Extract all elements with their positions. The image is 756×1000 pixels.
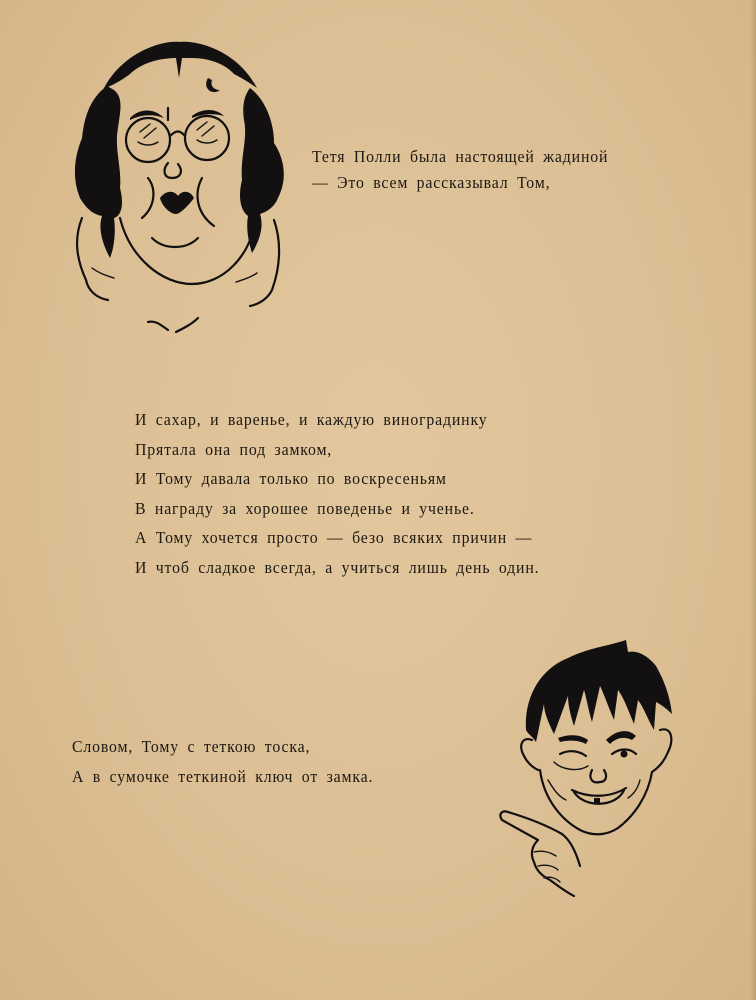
outro-line: А в сумочке теткиной ключ от замка. (72, 767, 374, 786)
main-line: И сахар, и варенье, и каждую виноградинку (135, 410, 488, 429)
main-line: А Тому хочется просто — безо всяких причин — (135, 528, 533, 547)
intro-line: — Это всем рассказывал Том, (312, 173, 551, 192)
outro-line: Словом, Тому с теткою тоска, (72, 737, 311, 756)
intro-stanza (312, 144, 631, 196)
tom-drawing-icon (488, 630, 688, 900)
main-stanza (135, 405, 570, 582)
main-line: И Тому давала только по воскресеньям (135, 469, 447, 488)
outro-stanza (72, 732, 396, 792)
intro-line: Тетя Полли была настоящей жадиной (312, 147, 609, 166)
tom-illustration (488, 630, 688, 900)
page-edge-shadow (750, 0, 756, 1000)
aunt-polly-drawing-icon (52, 28, 302, 338)
main-line: В награду за хорошее поведенье и ученье. (135, 498, 475, 518)
main-line: Прятала она под замком, (135, 439, 333, 459)
aunt-polly-illustration (52, 28, 302, 338)
main-line: И чтоб сладкое всегда, а учиться лишь день один. (135, 557, 540, 577)
